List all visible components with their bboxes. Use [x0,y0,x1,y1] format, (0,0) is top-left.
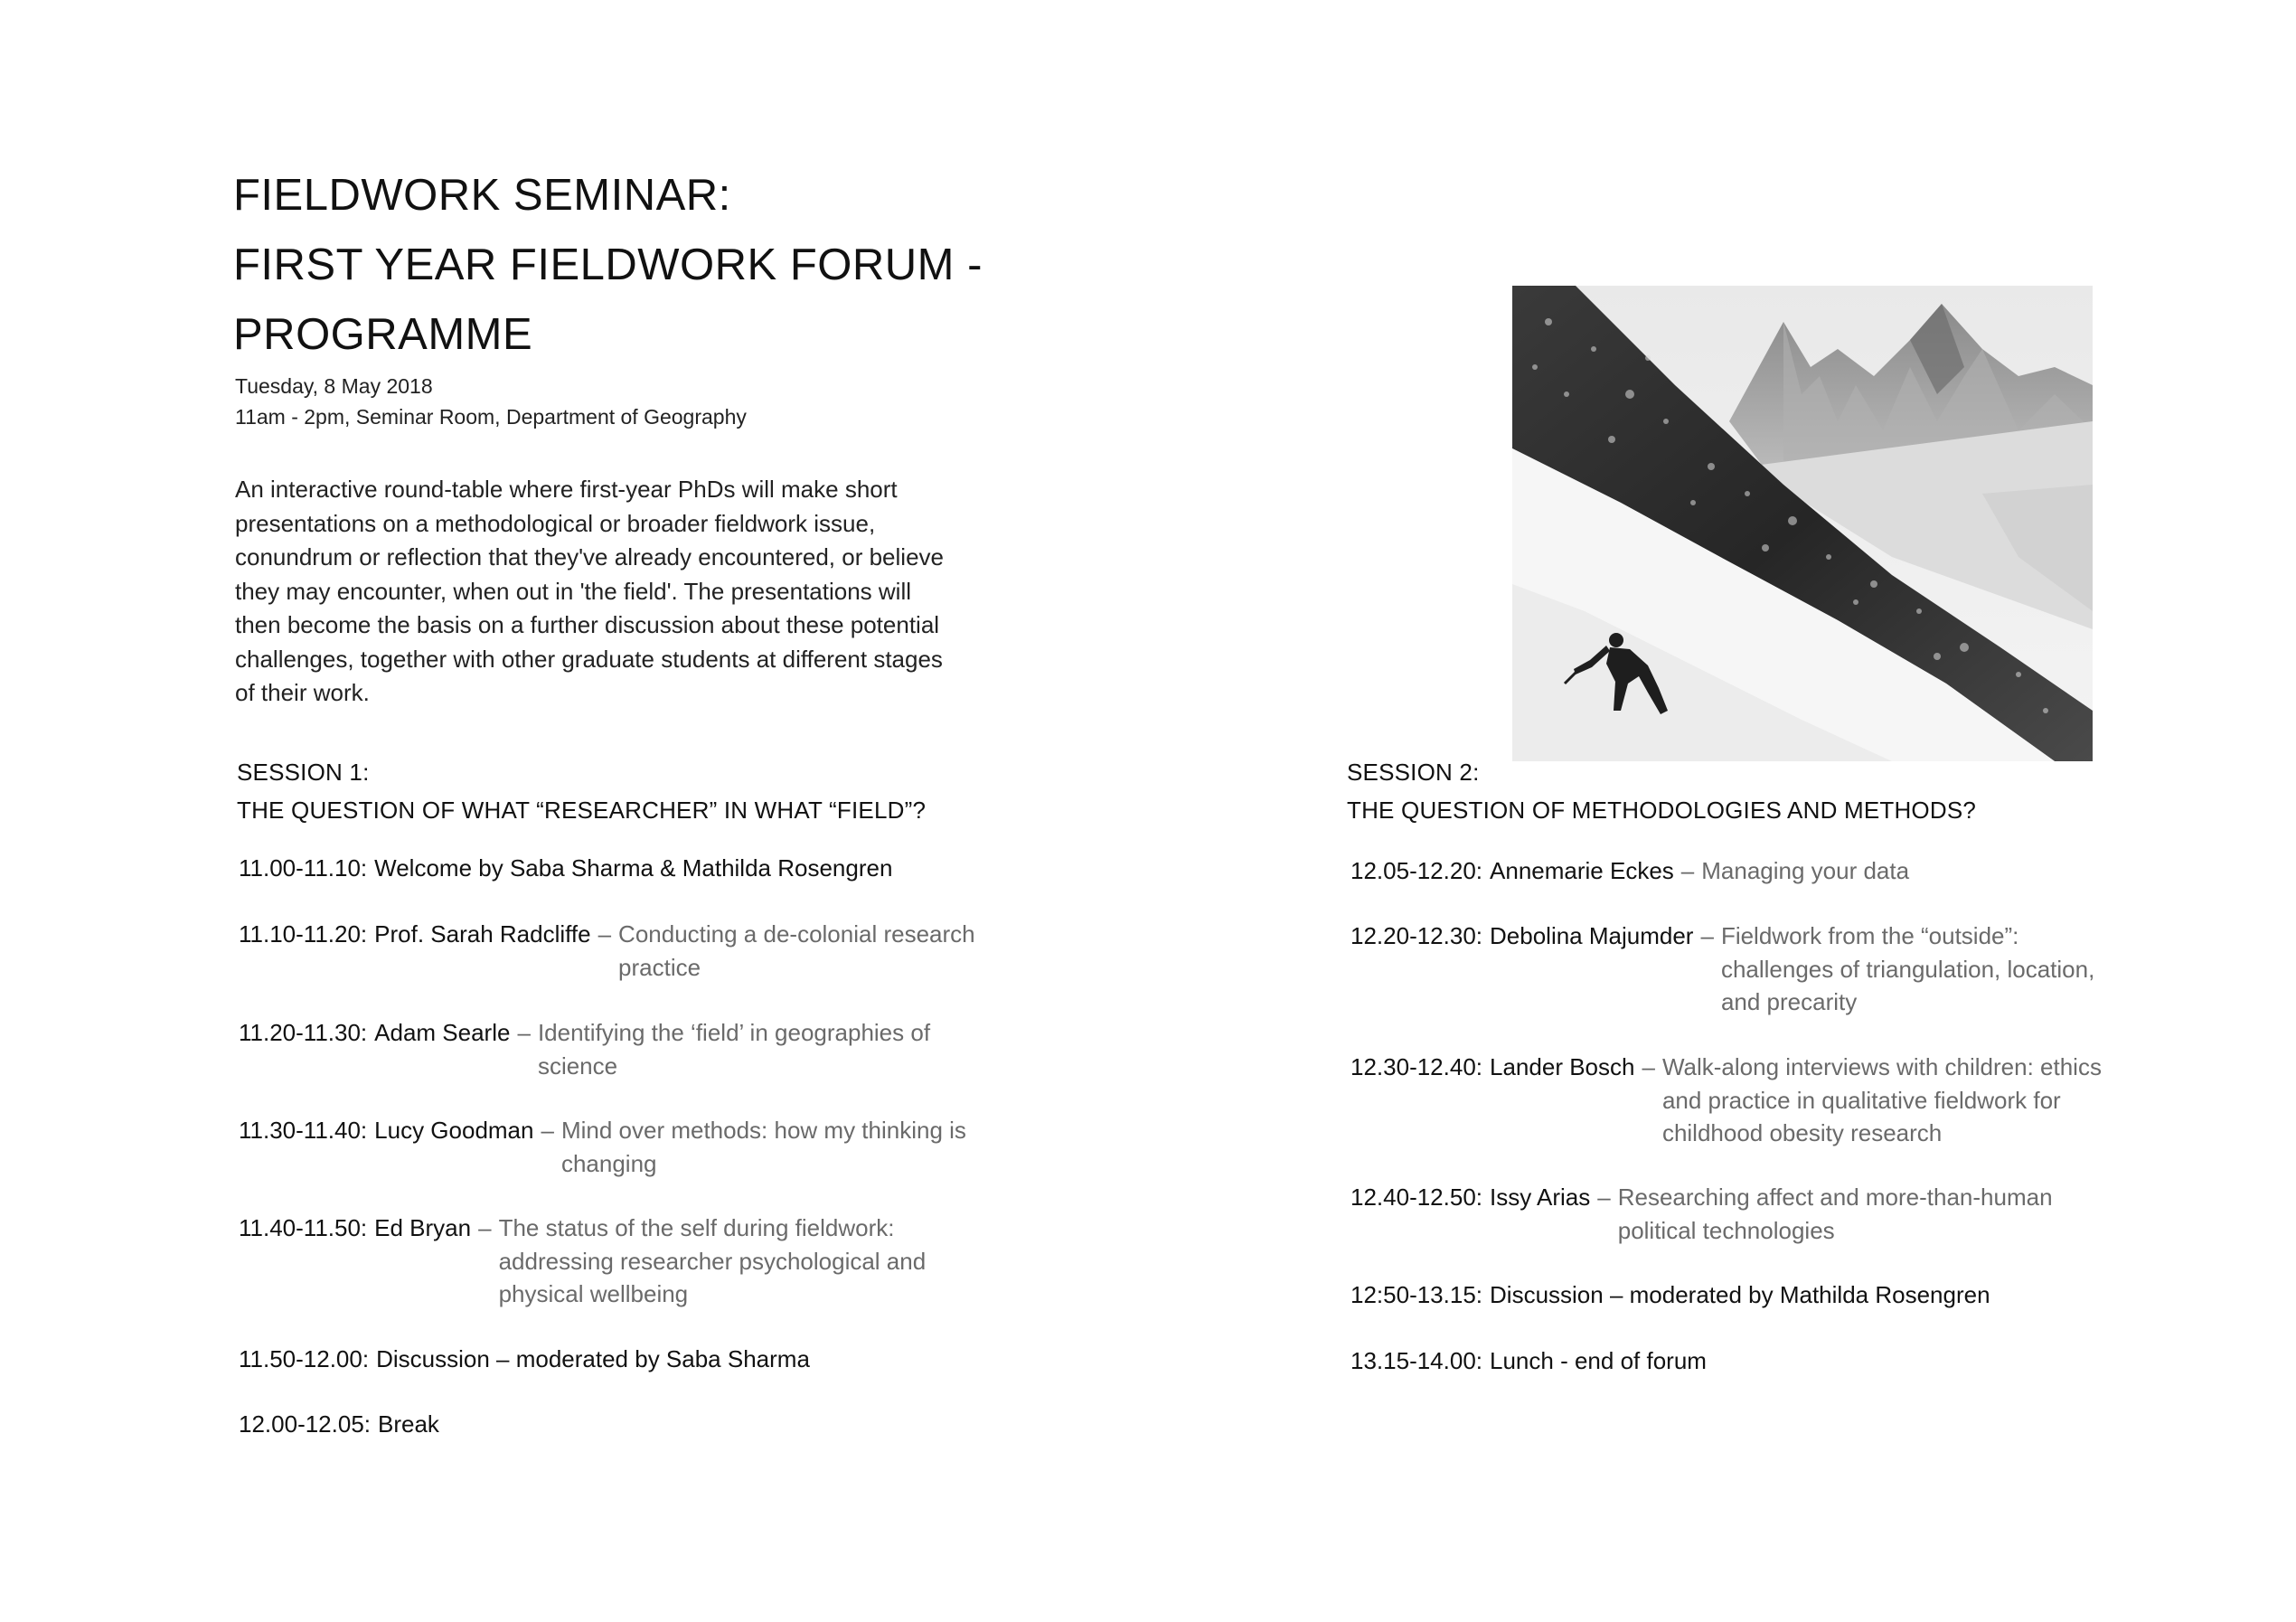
item-speaker: Lunch - end of forum [1490,1347,1707,1374]
list-item [239,852,892,885]
list-item [239,918,975,984]
item-topic [1618,1181,2053,1247]
topic-line: changing [560,1149,657,1177]
item-topic [1662,1051,2102,1150]
topic-line: practice [618,953,701,981]
title-line-2: FIRST YEAR FIELDWORK FORUM - [233,240,983,289]
list-item [239,1212,926,1311]
item-dash: – [478,1214,492,1241]
list-item [1350,1181,2053,1247]
list-item [239,1114,966,1180]
list-item [1350,1278,1990,1312]
item-time: 11.40-11.50: [239,1214,368,1241]
topic-line: addressing researcher psychological and [498,1247,927,1275]
item-dash: – [1700,922,1714,949]
item-topic [1721,919,2094,1019]
topic-line: Conducting a de-colonial research [618,920,975,948]
list-item [239,1408,439,1441]
item-speaker: Break [378,1410,439,1438]
item-speaker: Annemarie Eckes [1490,857,1674,884]
item-dash: – [1597,1183,1611,1211]
page-title [233,161,1047,370]
item-topic [561,1114,966,1180]
item-time: 11.00-11.10: [239,854,368,882]
item-time: 11.50-12.00: [239,1345,370,1372]
mountain-climber-photo [1512,286,2093,761]
item-speaker: Adam Searle [374,1019,511,1046]
topic-line: political technologies [1617,1216,1835,1244]
topic-line: and practice in qualitative fieldwork for [1661,1086,2061,1114]
photo-graphic [1512,286,2093,761]
list-item [1350,919,2094,1019]
item-speaker: Debolina Majumder [1490,922,1694,949]
intro-paragraph: An interactive round-table where first-year PhDs will make short presentations on a methodological or broader fieldwork issue, conundrum or reflection that they've already encountered, or believe they may encounter, when out in 'the field'. The presentations will then become the basis on a further discussion about these potential challenges, together with other graduate students at different stages of their work. [235,476,944,706]
item-time: 12.05-12.20: [1350,857,1483,884]
session-2-theme: THE QUESTION OF METHODOLOGIES AND METHODS? [1347,797,1977,824]
item-time: 11.30-11.40: [239,1117,368,1144]
item-dash: – [598,920,612,948]
item-speaker: Prof. Sarah Radcliffe [374,920,591,948]
item-time: 12:50-13.15: [1350,1281,1483,1308]
title-line-3: PROGRAMME [233,310,533,359]
topic-line: The status of the self during fieldwork: [498,1214,895,1241]
topic-line: and precarity [1720,988,1858,1015]
session-2-label: SESSION 2: [1347,759,1480,786]
item-time: 12.40-12.50: [1350,1183,1483,1211]
topic-line: challenges of triangulation, location, [1720,955,2095,983]
item-time: 11.20-11.30: [239,1019,368,1046]
item-speaker: Discussion – moderated by Saba Sharma [376,1345,810,1372]
session-1-label: SESSION 1: [237,759,370,786]
topic-line: Managing your data [1701,857,1910,884]
list-item [1350,1344,1707,1378]
session-1-theme: THE QUESTION OF WHAT “RESEARCHER” IN WHAT “FIELD”? [237,797,927,824]
item-dash: – [1642,1053,1655,1080]
topic-line: Researching affect and more-than-human [1617,1183,2053,1211]
item-dash: – [517,1019,531,1046]
item-dash: – [1680,857,1695,884]
item-speaker: Lucy Goodman [374,1117,534,1144]
topic-line: science [537,1051,618,1080]
event-meta [235,371,747,432]
topic-line: Identifying the ‘field’ in geographies of [537,1019,931,1046]
item-speaker: Ed Bryan [374,1214,472,1241]
item-time: 11.10-11.20: [239,920,368,948]
list-item [239,1016,930,1082]
item-topic [538,1016,930,1082]
item-speaker: Issy Arias [1490,1183,1591,1211]
event-date: Tuesday, 8 May 2018 [235,374,433,398]
topic-line: physical wellbeing [498,1280,689,1307]
item-topic [618,918,975,984]
item-dash: – [541,1117,554,1144]
item-time: 12.00-12.05: [239,1410,372,1438]
topic-line: Walk-along interviews with children: ethics [1661,1053,2102,1080]
item-time: 12.30-12.40: [1350,1053,1483,1080]
item-speaker: Welcome by Saba Sharma & Mathilda Rosengren [374,854,893,882]
item-time: 13.15-14.00: [1350,1347,1483,1374]
topic-line: Mind over methods: how my thinking is [560,1117,966,1144]
item-speaker: Discussion – moderated by Mathilda Rosengren [1490,1281,1990,1308]
list-item [1350,854,1909,888]
item-topic [499,1212,927,1311]
session-1-header [237,753,926,829]
title-line-1: FIELDWORK SEMINAR: [233,171,731,220]
list-item [239,1343,810,1376]
topic-line: childhood obesity research [1661,1119,1943,1146]
topic-line: Fieldwork from the “outside”: [1720,922,2019,949]
session-2-header [1347,753,1976,829]
event-time-place: 11am - 2pm, Seminar Room, Department of Geography [235,405,747,429]
item-topic [1701,854,1909,888]
list-item [1350,1051,2102,1150]
item-time: 12.20-12.30: [1350,922,1483,949]
item-speaker: Lander Bosch [1490,1053,1635,1080]
